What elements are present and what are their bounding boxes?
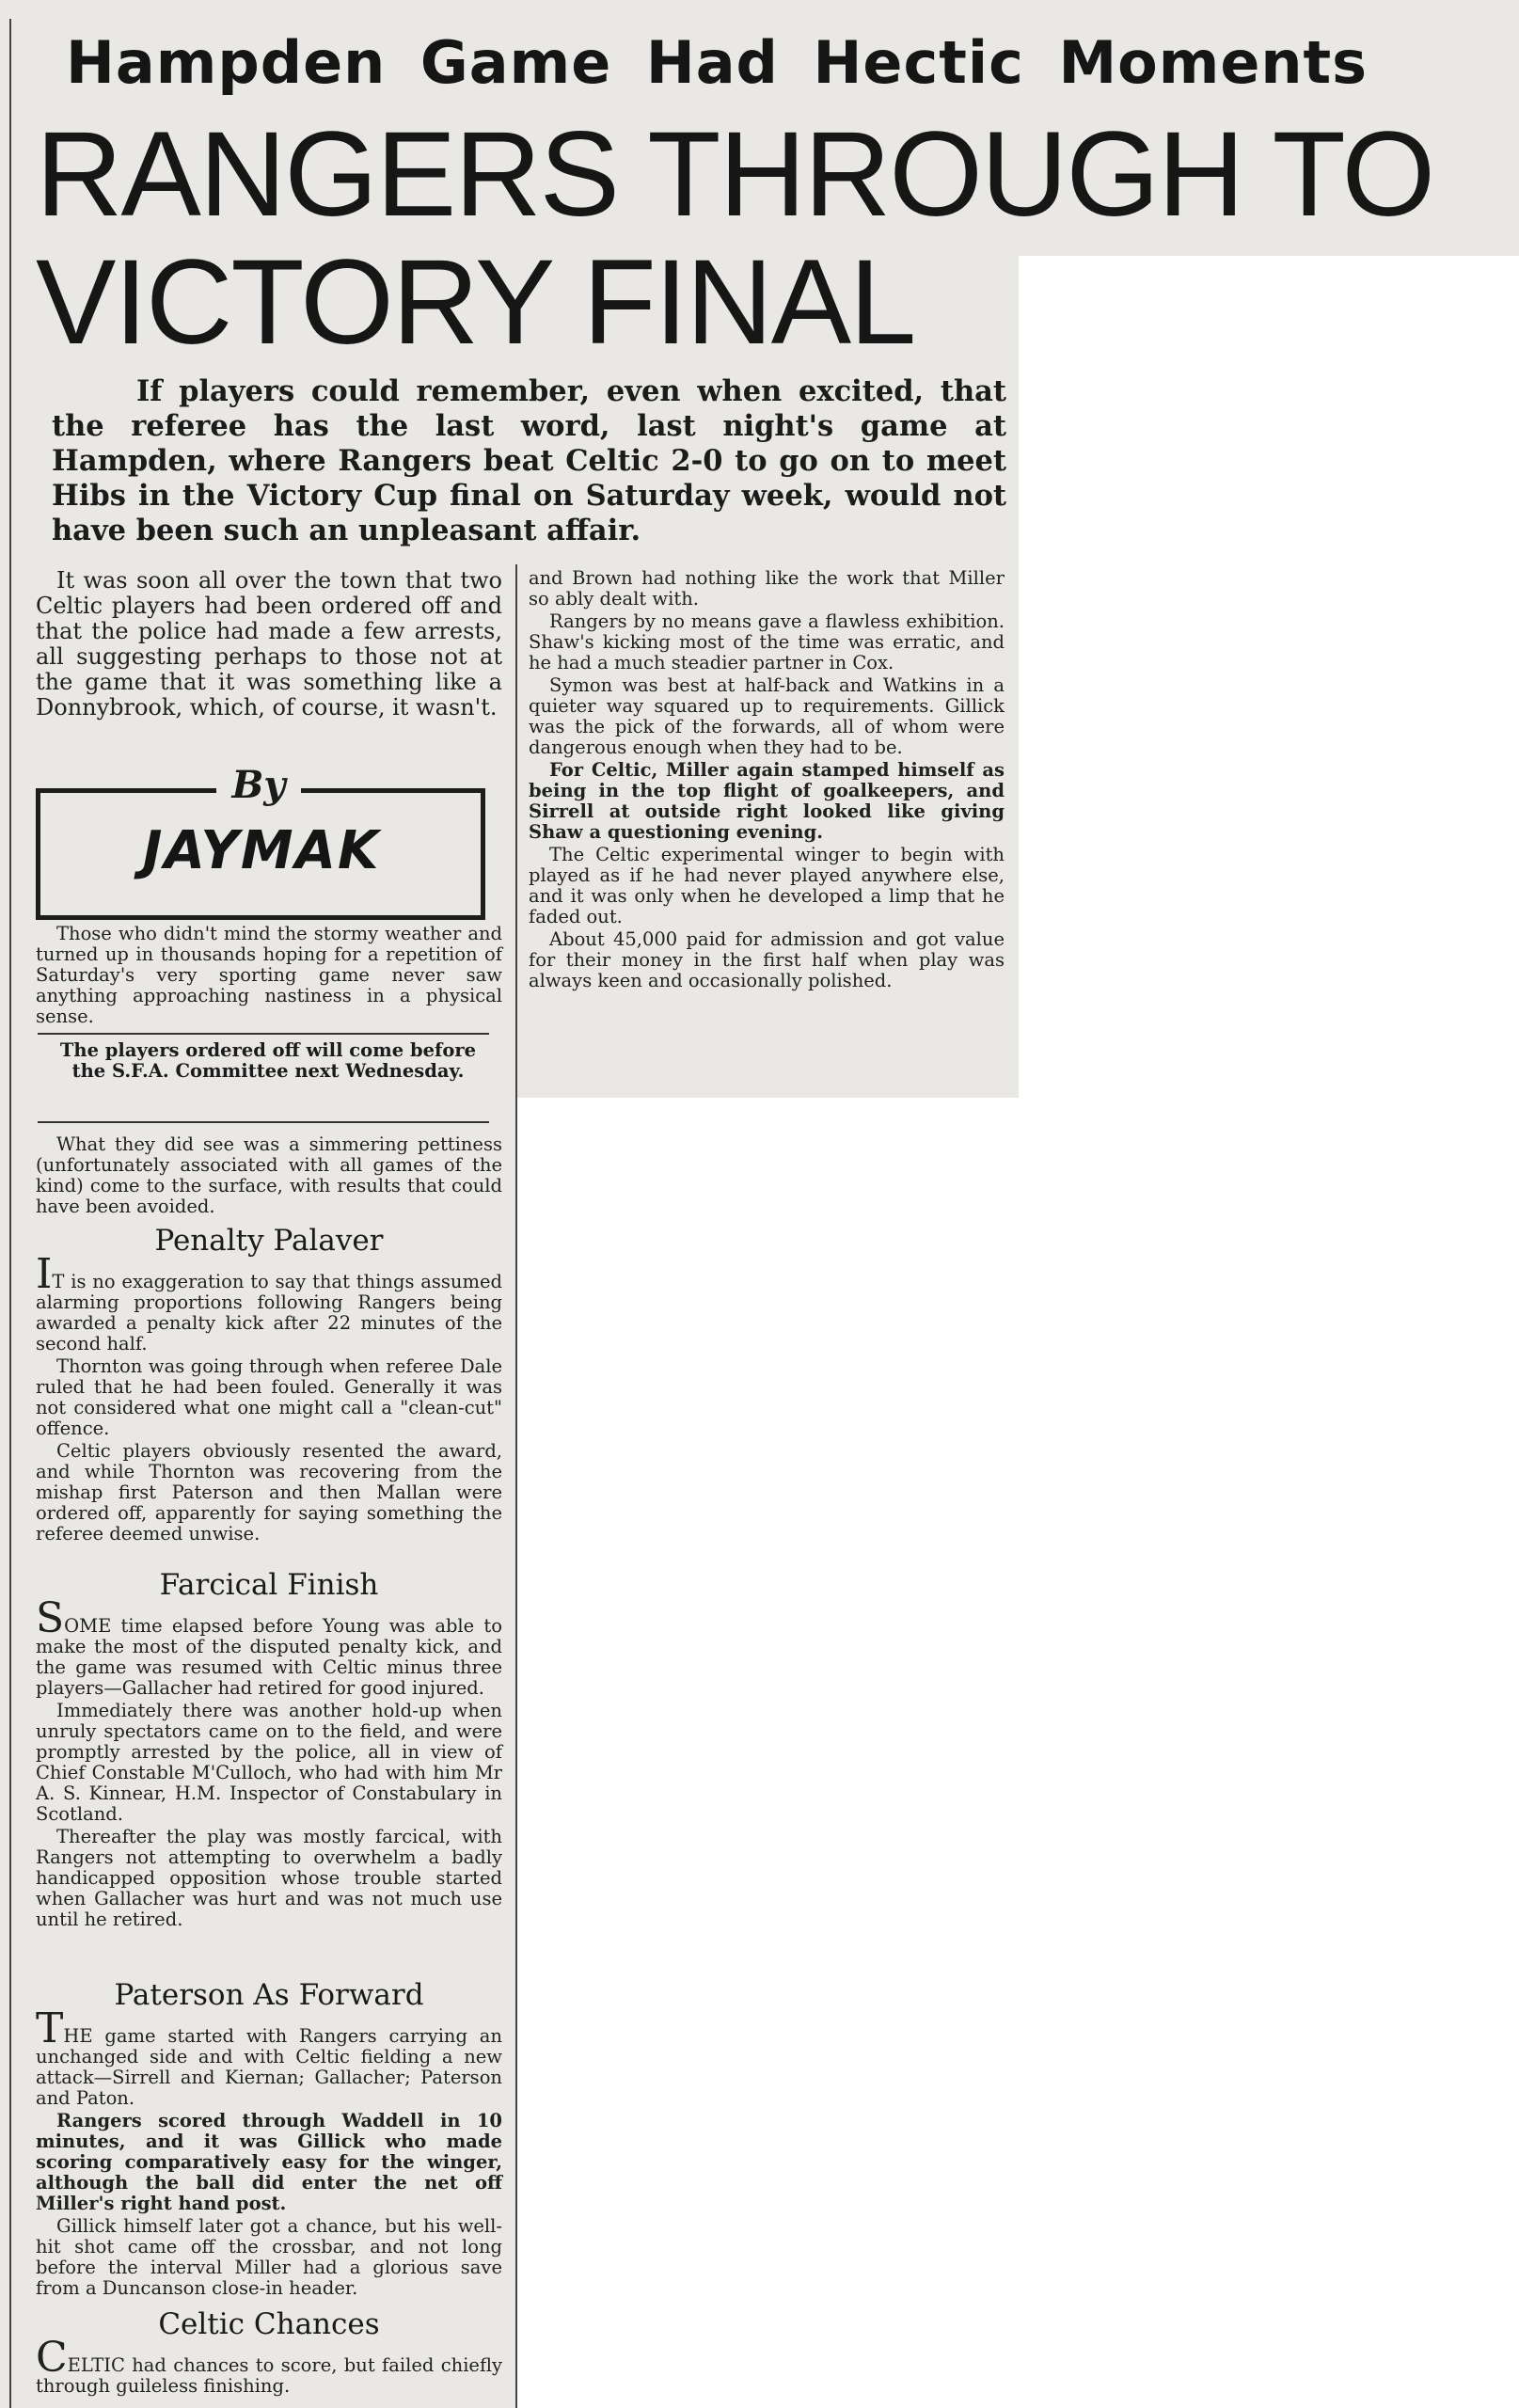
left-column-section-3 [36,2004,502,2301]
article-paragraph: Thornton was going through when referee Dale ruled that he had been fouled. Generally it was not considered what one might call a "clean-cut" offence. [36,1355,502,1439]
left-edge-rule [9,19,11,2408]
notice-box-text: The players ordered off will come before the S.F.A. Committee next Wednesday. [59,1039,477,1082]
byline-by-text: By [216,763,300,807]
left-column-top [36,568,502,722]
left-column-p2 [36,924,502,1029]
main-headline-line-2: VICTORY FINAL [36,235,915,370]
article-paragraph: Those who didn't mind the stormy weather and turned up in thousands hoping for a repetition of Saturday's very sporting game never saw anything approaching nastiness in a physical sense. [36,923,502,1027]
subhead-penalty-palaver: Penalty Palaver [154,1224,384,1258]
article-paragraph: What they did see was a simmering pettiness (unfortunately associated with all games of the kind) come to the surface, with results that could have been avoided. [36,1133,502,1217]
main-headline-line-1: RANGERS THROUGH TO [36,107,1433,242]
article-paragraph: IT is no exaggeration to say that things assumed alarming proportions following Rangers being awarded a penalty kick after 22 minutes of the second half. [36,1250,502,1354]
notice-rule-top [38,1033,489,1035]
article-paragraph: Celtic players obviously resented the award, and while Thornton was recovering from the mishap first Paterson and then Mallan were ordered off, apparently for saying something the referee deemed unwise. [36,1440,502,1545]
article-paragraph: The Celtic experimental winger to begin with played as if he had never played anywhere else, and it was only when he developed a limp that he faded out. [529,844,1005,927]
article-paragraph: Immediately there was another hold-up when unruly spectators came on to the field, and were promptly arrested by the police, all in view of Chief Constable M'Culloch, who had with him Mr A. S. Kinnear, H.M. Inspector of Constabulary in Scotland. [36,1700,502,1825]
subhead-paterson-as-forward: Paterson As Forward [114,1978,424,2012]
article-paragraph: Rangers by no means gave a flawless exhibition. Shaw's kicking most of the time was erratic, and he had a much steadier partner in Cox. [529,610,1005,673]
left-column-section-1 [36,1250,502,1546]
article-paragraph: Thereafter the play was mostly farcical, with Rangers not attempting to overwhelm a badly handicapped opposition whose trouble started when Gallacher was hurt and was not much use until he retired. [36,1826,502,1930]
article-paragraph: For Celtic, Miller again stamped himself as being in the top flight of goalkeepers, and Sirrell at outside right looked like giving Shaw a questioning evening. [529,759,1005,843]
article-paragraph: Symon was best at half-back and Watkins in a quieter way squared up to requirements. Gillick was the pick of the forwards, all of whom were dangerous enough when they had to be. [529,674,1005,758]
article-paragraph: About 45,000 paid for admission and got value for their money in the first half when play was always keen and occasionally polished. [529,928,1005,991]
article-paragraph: It was soon all over the town that two Celtic players had been ordered off and that the police had made a few arrests, all suggesting perhaps to those not at the game that it was something like a Donnybrook, which, of course, it wasn't. [36,567,502,721]
subhead-farcical-finish: Farcical Finish [159,1568,379,1602]
article-paragraph: CELTIC had chances to score, but failed chiefly through guileless finishing. [36,2334,502,2397]
column-divider-rule [515,564,517,2408]
left-column-section-4 [36,2334,502,2399]
article-paragraph: SOME time elapsed before Young was able to make the most of the disputed penalty kick, and the game was resumed with Celtic minus three players—Gallacher had retired for good injured. [36,1594,502,1699]
subhead-celtic-chances: Celtic Chances [158,2307,380,2341]
intro-paragraph: If players could remember, even when excited, that the referee has the last word, last night's game at Hampden, where Rangers beat Celtic 2-0 to go on to meet Hibs in the Victory Cup final on Saturday week, would not have been such an unpleasant affair. [52,374,1006,547]
article-paragraph: THE game started with Rangers carrying an unchanged side and with Celtic fielding a new attack—Sirrell and Kiernan; Gallacher; Paterson and Paton. [36,2004,502,2109]
article-paragraph: and Brown had nothing like the work that Miller so ably dealt with. [529,567,1005,610]
byline-author: JAYMAK [142,820,381,881]
byline-by [0,764,517,807]
kicker-headline: Hampden Game Had Hectic Moments [66,28,1369,97]
notice-rule-bottom [38,1121,489,1123]
right-column [529,568,1005,993]
left-column-section-2 [36,1594,502,1932]
left-column-p3 [36,1134,502,1219]
article-paragraph: Gillick himself later got a chance, but his well-hit shot came off the crossbar, and not long before the interval Miller had a glorious save from a Duncanson close-in header. [36,2215,502,2299]
article-paragraph: Rangers scored through Waddell in 10 minutes, and it was Gillick who made scoring comparatively easy for the winger, although the ball did enter the net off Miller's right hand post. [36,2110,502,2214]
